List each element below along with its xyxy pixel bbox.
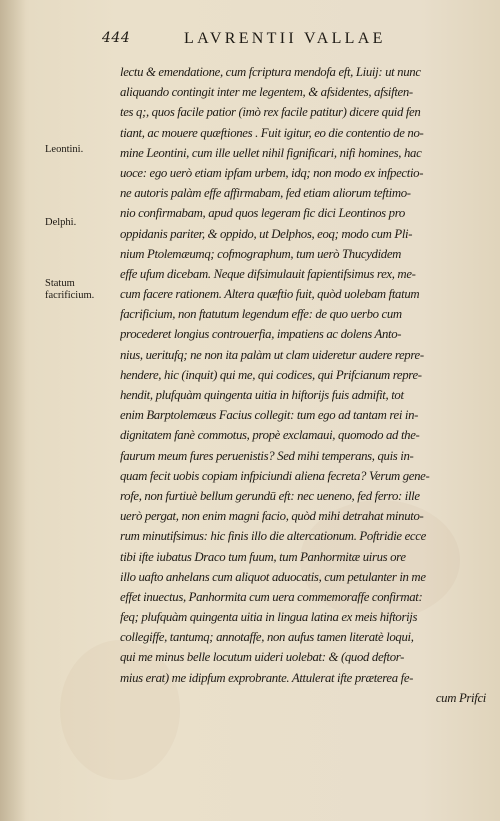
text-line: faurum meum fures peruenistis? Sed mihi temperans, quis in- — [120, 448, 414, 463]
text-line: mine Leontini, cum ille uellet nihil fignificari, nifi homines, hac — [120, 145, 422, 160]
text-line: nio confirmabam, apud quos legeram fic dici Leontinos pro — [120, 206, 405, 221]
catchword-line: cum Prifci — [435, 690, 486, 705]
text-line: nium Ptolemæumq; cofmographum, tum uerò Thucydidem — [120, 246, 402, 261]
margin-note-delphi: Delphi. — [45, 217, 77, 228]
text-line: aliquando contingit inter me legentem, & afsidentes, afsiften- — [120, 85, 413, 100]
text-line: rofe, non furtiuè bellum gerundū eft: nec ueneno, fed ferro: ille — [120, 488, 420, 503]
text-line: feq; plufquàm quingenta uitia in lingua latina ex meis hiftorijs — [120, 610, 418, 625]
text-line: effet inuectus, Panhormita cum uera commemoraffe confirmat: — [120, 589, 423, 604]
margin-note-leontini: Leontini. — [45, 144, 84, 155]
text-line: uoce: ego uerò etiam ipfam urbem, idq; non modo ex infpectio- — [120, 165, 424, 180]
text-line: mius erat) me idipfum exprobrante. Attulerat ifte præterea fe- — [120, 670, 414, 685]
gutter-shadow — [0, 0, 26, 821]
page-number: 444 — [102, 30, 131, 46]
text-line: uerò pergat, non enim magni facio, quòd mihi detrahat minuto- — [120, 509, 424, 524]
text-line: tibi ifte iubatus Draco tum fuum, tum Panhormitæ uirus ore — [120, 549, 406, 564]
page-header — [102, 30, 472, 52]
text-line: oppidanis pariter, & oppido, ut Delphos, eoq; modo cum Pli- — [120, 226, 413, 241]
text-line: effe ufum dicebam. Neque difsimulauit fapientifsimus rex, me- — [120, 266, 416, 281]
text-line: tiant, ac mouere quæftiones . Fuit igitur, eo die contentio de no- — [120, 125, 424, 140]
text-line: collegiffe, tantumq; annotaffe, non aufus tamen literatè loqui, — [120, 630, 414, 645]
text-line: quam fecit uobis copiam infpiciundi aliena fecreta? Verum gene- — [120, 468, 430, 483]
text-line: dignitatem fanè commotus, propè exclamaui, quomodo ad the- — [120, 428, 420, 443]
text-line: procederet longius controuerfia, impatiens ac dolens Anto- — [120, 327, 402, 342]
text-line: illo uafto anhelans cum aliquot aduocatis, cum petulanter in me — [120, 569, 426, 584]
running-head: LAVRENTII VALLAE — [184, 30, 386, 47]
text-line: ne autoris palàm effe affirmabam, fed etiam aliorum teftimo- — [120, 186, 411, 201]
body-text — [120, 62, 488, 708]
text-line: facrificium, non ftatutum legendum effe: de quo uerbo cum — [120, 307, 402, 322]
text-line: hendit, plufquàm quingenta uitia in hiftorijs fuis admifit, tot — [120, 388, 404, 402]
text-line: enim Barptolemæus Facius collegit: tum ego ad tantam rei in- — [120, 408, 419, 423]
margin-note-statum-sacrificium: Statum facrificium. — [45, 278, 95, 301]
text-line: rum minutifsimus: hic finis illo die altercationum. Poftridie ecce — [120, 529, 426, 544]
text-line: qui me minus belle locutum uideri uolebat: & (quod deftor- — [120, 650, 405, 665]
text-line: nius, ueritufq; ne non ita palàm ut clam uideretur audere repre- — [120, 347, 424, 362]
text-line: lectu & emendatione, cum fcriptura mendofa eft, Liuij: ut nunc — [120, 65, 421, 79]
text-line: hendere, hic (inquit) qui me, qui codices, qui Prifcianum repre- — [120, 367, 422, 382]
text-line: tes q;, quos facile patior (imò rex facile patitur) dicere quid fen — [120, 105, 421, 120]
text-line: cum facere rationem. Altera quæftio fuit, quòd uolebam ftatum — [120, 287, 420, 302]
